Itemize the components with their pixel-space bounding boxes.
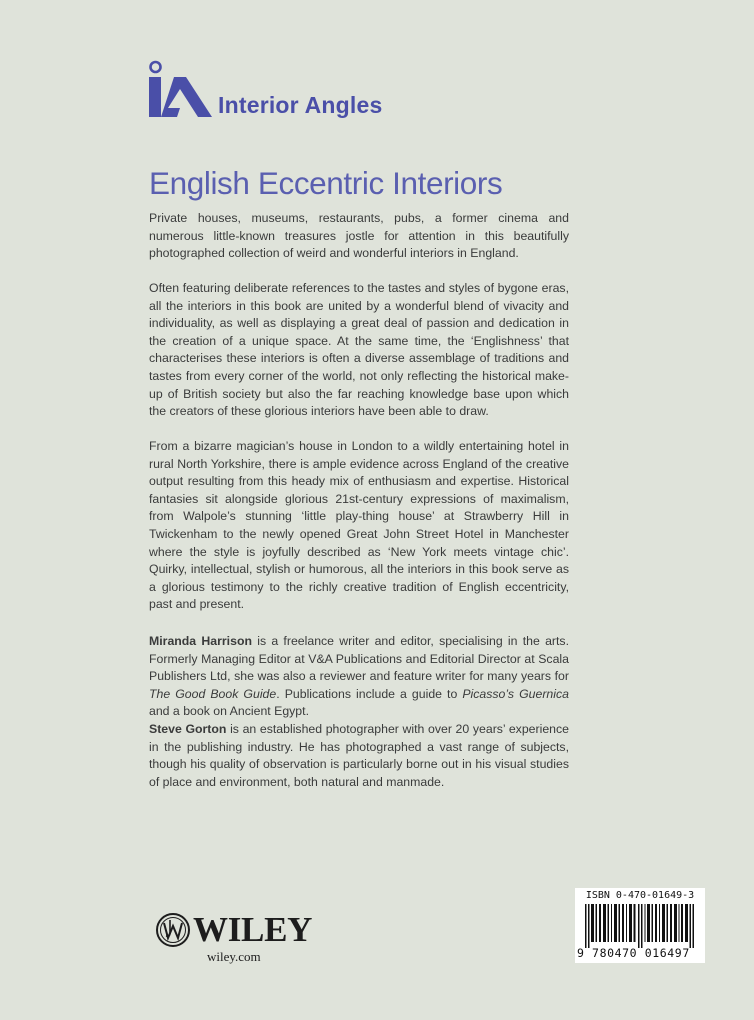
bio-title-reference: The Good Book Guide (149, 686, 277, 701)
photographer-bio-gorton (149, 721, 569, 791)
author-bio-harrison (149, 633, 569, 721)
publisher-name: WILEY (193, 910, 313, 949)
book-title: English Eccentric Interiors (149, 165, 503, 201)
author-name: Miranda Harrison (149, 634, 252, 648)
bio-title-reference: Picasso’s Guernica (462, 686, 569, 701)
series-logo (148, 60, 448, 126)
bio-text: is an established photographer with over 20 years’ experience in the publishing industry. He has photographed a vast range of subjects, though his quality of observation is particularly borne out in his visual studies of place and environment, both natural and manmade. (149, 722, 569, 789)
publisher-url: wiley.com (207, 949, 261, 964)
barcode-bars-icon (585, 904, 697, 948)
photographer-name: Steve Gorton (149, 722, 227, 736)
blurb-paragraph-3: From a bizarre magician’s house in London to a wildly entertaining hotel in rural North Yorkshire, there is ample evidence across England of the creative output resulting from this heady mix of enthusiasm and expertise. Historical fantasies sit alongside glorious 21st-century expressions of maximalism, from Walpole’s stunning ‘little play-thing house’ at Strawberry Hill in Twickenham to the newly opened Great John Street Hotel in Manchester where the style is joyfully described as ‘New York meets vintage chic’. Quirky, intellectual, stylish or humorous, all the interiors in this book serve as a glorious testimony to the richly creative tradition of English eccentricity, past and present. (149, 439, 569, 612)
wiley-emblem-icon (155, 912, 193, 950)
ean-number: 9 780470 016497 (577, 946, 690, 960)
blurb-paragraph-2: Often featuring deliberate references to the tastes and styles of bygone eras, all the interiors in this book are united by a wonderful blend of vivacity and individuality, as well as displaying a great deal of passion and dedication in the creation of a unique space. At the same time, the ‘Englishness’ that characterises these interiors is often a diverse assemblage of traditions and tastes from every corner of the world, not only reflecting the historical make-up of British society but also the far reaching knowledge base upon which the creators of these glorious interiors have been able to draw. (149, 281, 569, 419)
isbn-barcode (575, 888, 705, 963)
publisher-logo (155, 910, 313, 967)
interior-angles-logo-icon (148, 60, 214, 122)
blurb-paragraph-1: Private houses, museums, restaurants, pubs, a former cinema and numerous little-known treasures jostle for attention in this beautifully photographed collection of weird and wonderful interiors in England. (149, 211, 569, 261)
bio-text: is a freelance writer and editor, specialising in the arts. Formerly Managing Editor at V&A Publications and Editorial Director at Scala Publishers Ltd, she was also a reviewer and feature writer for many years for (149, 634, 569, 684)
bio-text: . Publications include a guide to (276, 686, 463, 701)
series-name: Interior Angles (218, 92, 383, 118)
isbn-number: ISBN 0-470-01649-3 (585, 890, 695, 901)
bio-text: and a book on Ancient Egypt. (149, 704, 309, 719)
